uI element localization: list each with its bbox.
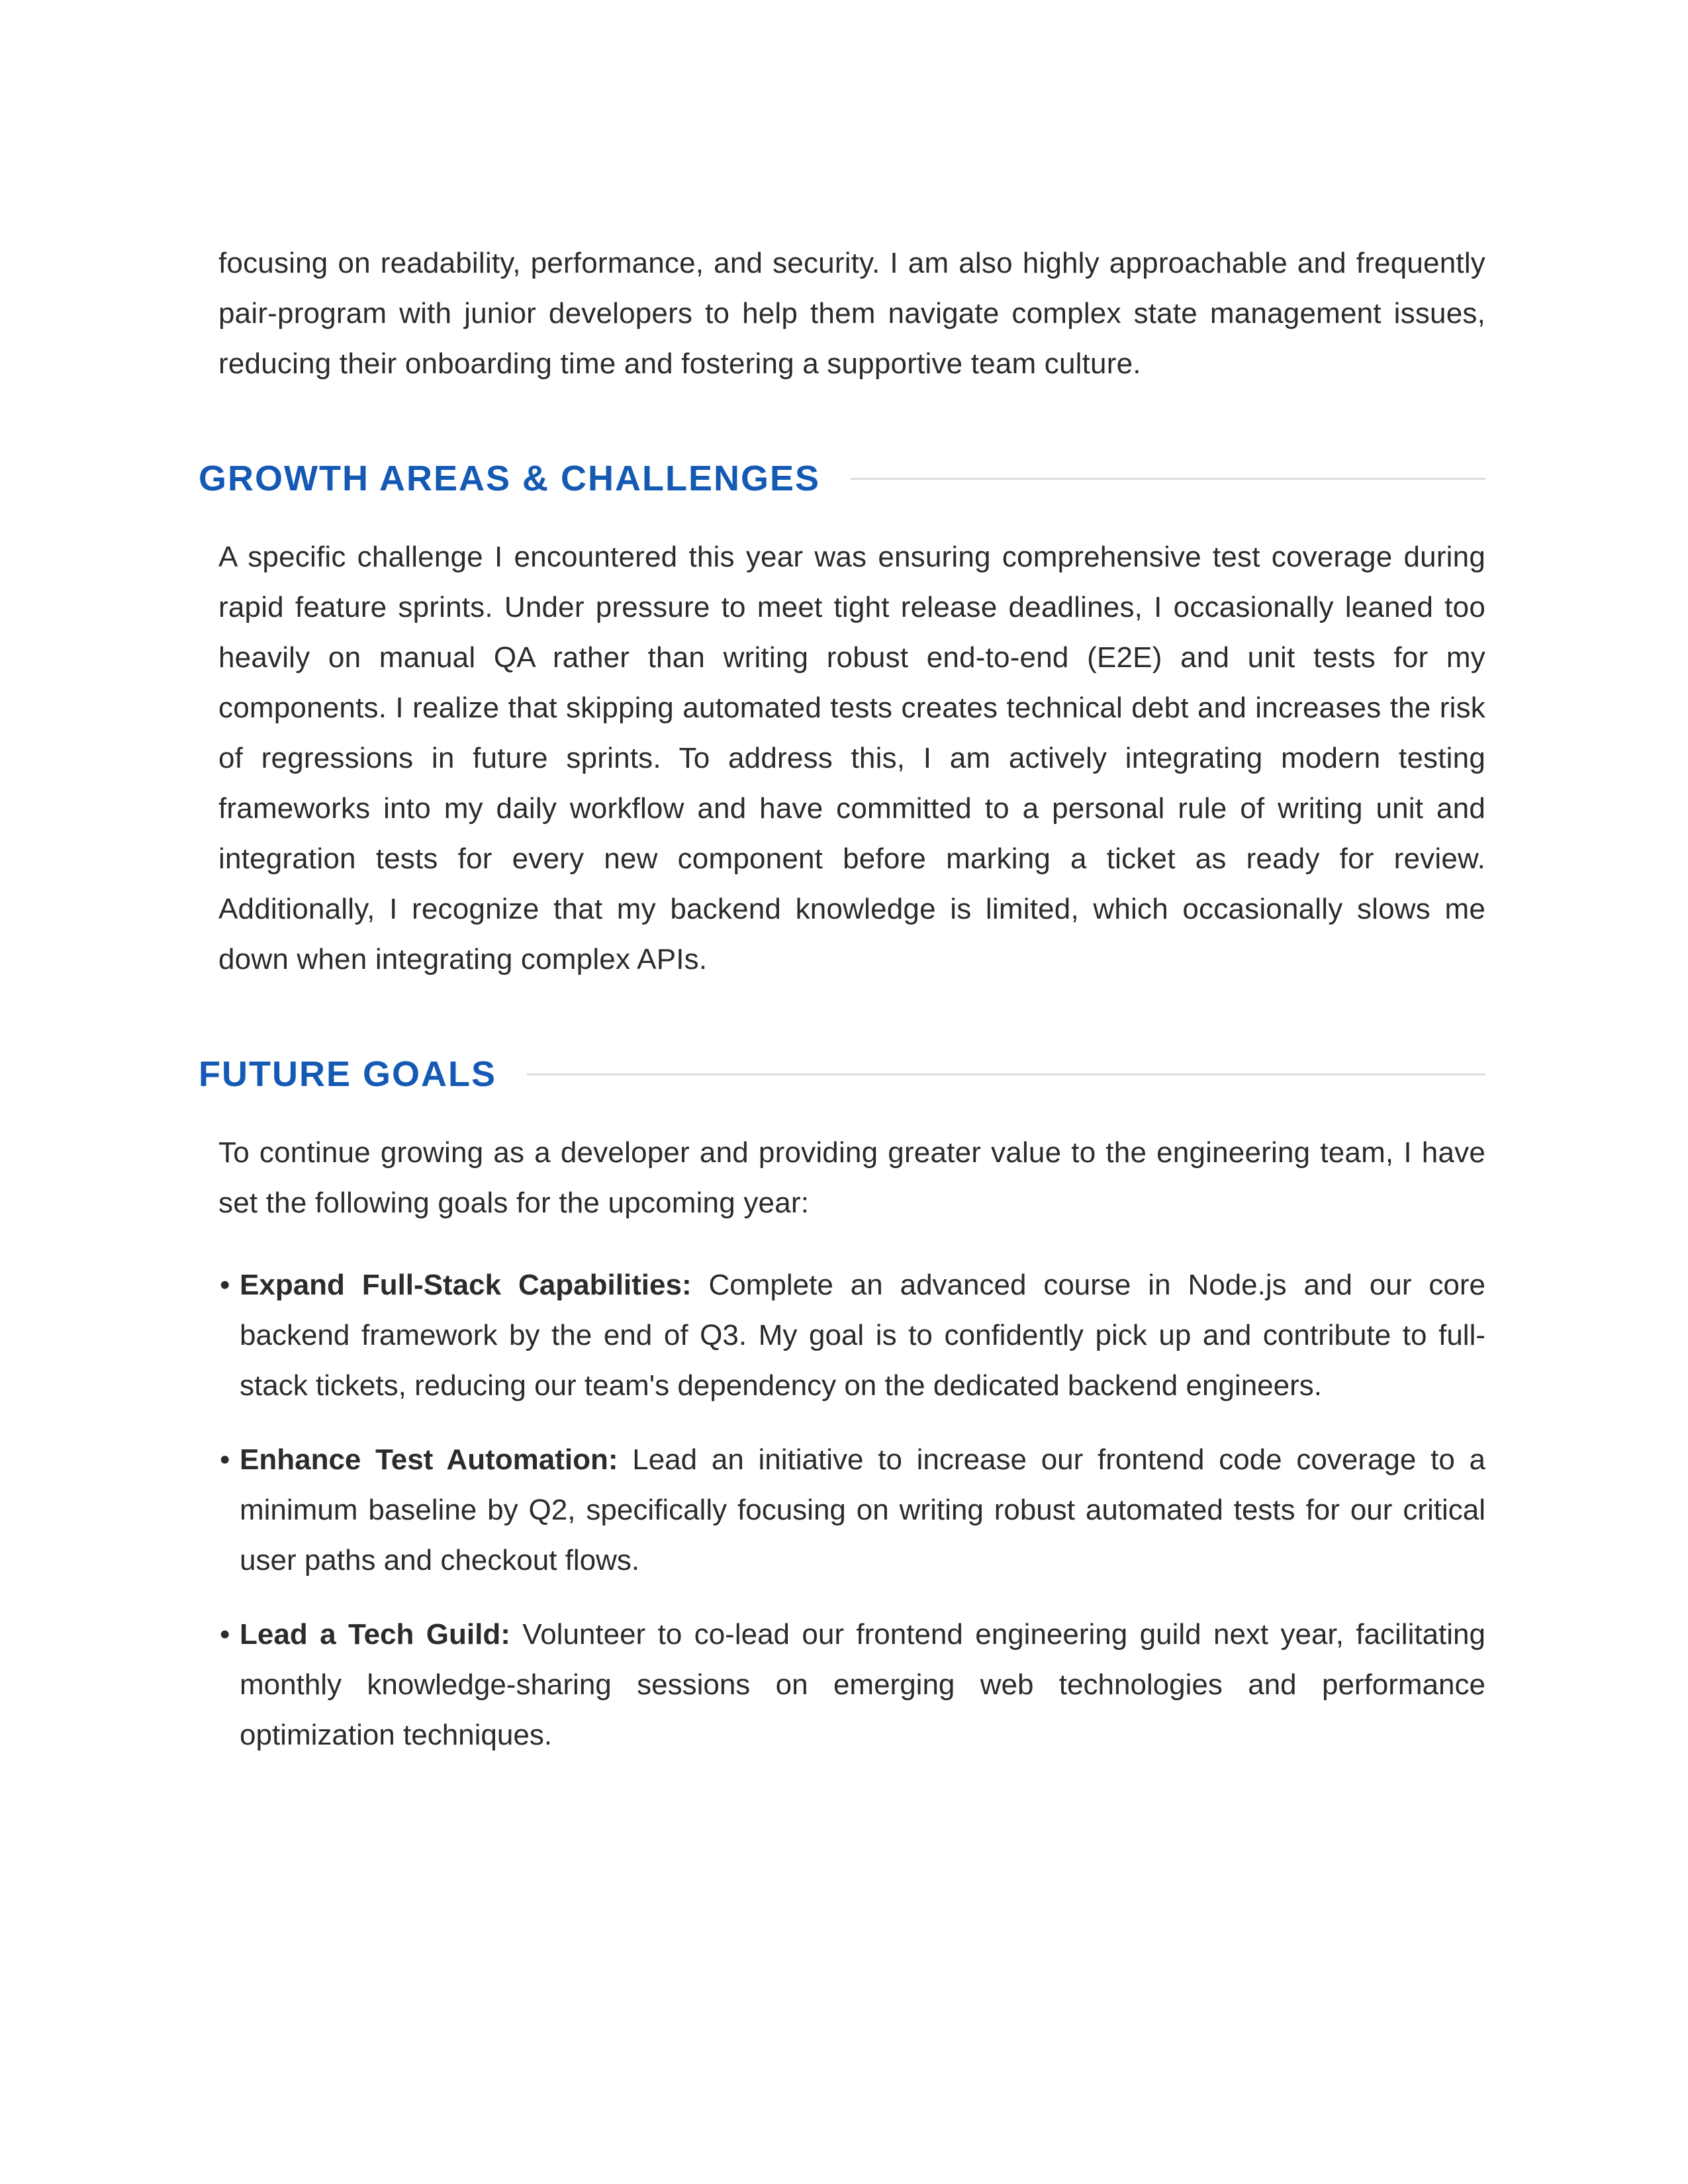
goal-title: Enhance Test Automation:: [240, 1443, 633, 1476]
growth-section-title: GROWTH AREAS & CHALLENGES: [199, 459, 820, 498]
bullet-icon: •: [220, 1269, 230, 1301]
goal-text: Lead an initiative to increase our frontend code coverage to a minimum baseline by Q2, specifically focusing on writing robust automated tests for our critical user paths and checkout flows.: [240, 1443, 1486, 1576]
goal-text: Volunteer to co-lead our frontend engineering guild next year, facilitating monthly knowledge-sharing sessions on emerging web technologies and performance optimization techniques.: [240, 1618, 1485, 1751]
section-divider: [527, 1073, 1485, 1075]
growth-paragraph: A specific challenge I encountered this year was ensuring comprehensive test coverage during rapid feature sprints. Under pressure to meet tight release deadlines, I occasionally leaned too heavily on manual QA rather than writing robust end-to-end (E2E) and unit tests for my components. I realize that skipping automated tests creates technical debt and increases the risk of regressions in future sprints. To address this, I am actively integrating modern testing frameworks into my daily workflow and have committed to a personal rule of writing unit and integration tests for every new component before marking a ticket as ready for review. Additionally, I recognize that my backend knowledge is limited, which occasionally slows me down when integrating complex APIs.: [218, 541, 1485, 976]
goal-item: [220, 1260, 1485, 1411]
goal-title: Lead a Tech Guild:: [240, 1618, 523, 1651]
document-content: [199, 238, 1485, 1784]
goals-intro-paragraph: To continue growing as a developer and providing greater value to the engineering team, I have set the following goals for the upcoming year:: [218, 1136, 1485, 1219]
goal-text: Complete an advanced course in Node.js and our core backend framework by the end of Q3. My goal is to confidently pick up and contribute to full-stack tickets, reducing our team's dependency on the dedicated backend engineers.: [240, 1269, 1485, 1402]
goal-item: [220, 1435, 1486, 1586]
bullet-icon: •: [220, 1443, 230, 1476]
growth-section-header: [199, 455, 1485, 502]
goal-title: Expand Full-Stack Capabilities:: [240, 1269, 709, 1301]
goals-section-title: FUTURE GOALS: [199, 1054, 496, 1094]
bullet-icon: •: [220, 1618, 230, 1651]
goal-item: [220, 1610, 1485, 1760]
section-divider: [851, 478, 1485, 480]
goals-section-header: [199, 1051, 1485, 1097]
goals-list: [199, 1260, 1485, 1760]
intro-paragraph: focusing on readability, performance, and security. I am also highly approachable and frequently pair-program with junior developers to help them navigate complex state management issues, reducing their onboarding time and fostering a supportive team culture.: [218, 247, 1485, 380]
